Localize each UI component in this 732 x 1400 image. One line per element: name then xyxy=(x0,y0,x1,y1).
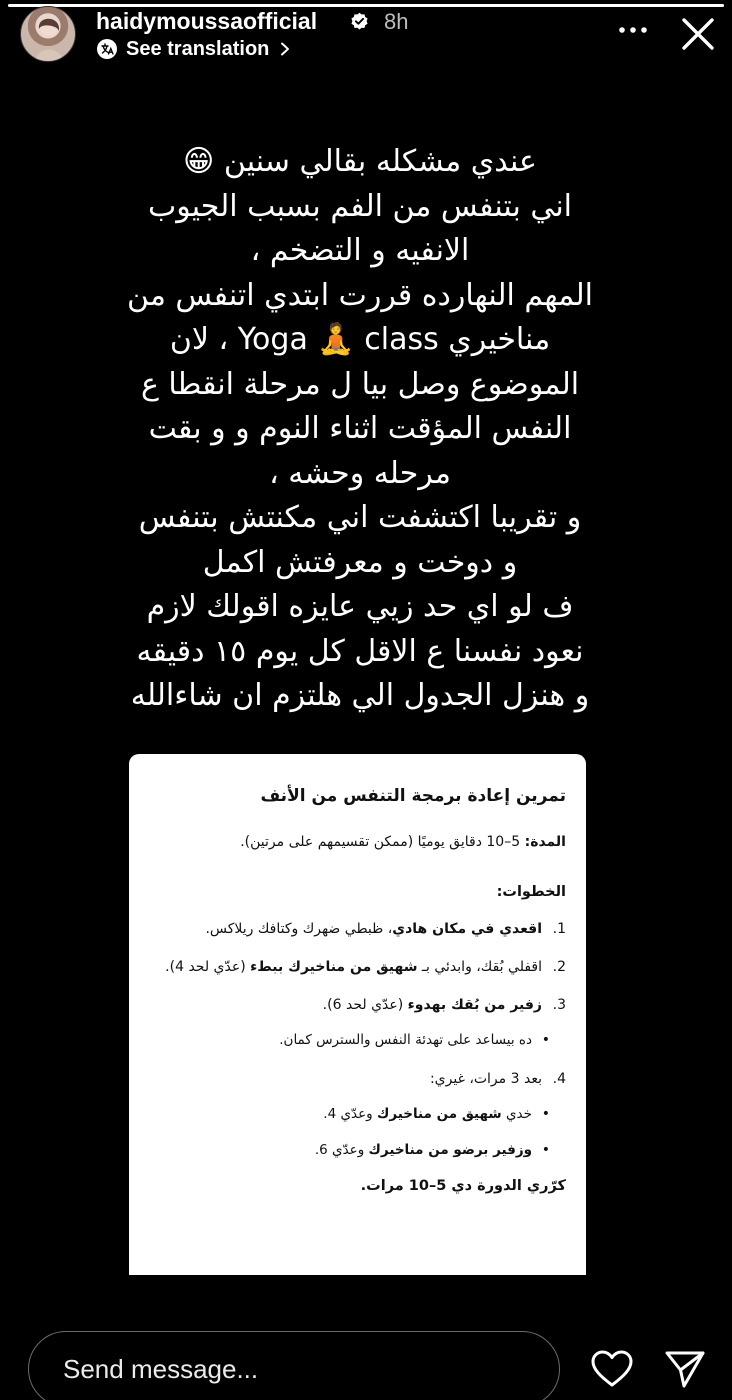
step-text xyxy=(151,918,542,940)
bullet-dot: • xyxy=(541,1032,550,1048)
step-bold-text: اقعدي في مكان هادي xyxy=(392,921,542,937)
bullet-text xyxy=(315,1140,532,1160)
send-message-input[interactable] xyxy=(28,1331,560,1400)
avatar[interactable] xyxy=(20,6,76,62)
step-number: 4. xyxy=(552,1071,566,1087)
step-text xyxy=(151,994,542,1016)
duration-text: 5–10 دقايق يوميًا (ممكن تقسيمهم على مرتين). xyxy=(240,834,525,850)
card-title: تمرين إعادة برمجة التنفس من الأنف xyxy=(260,786,566,806)
step-rest-text: (عدّي لحد 4). xyxy=(165,959,251,975)
story-header xyxy=(20,4,722,64)
bullet-rest-text: وعدّي 4. xyxy=(323,1106,377,1122)
bullet-bold-text: وزفير برضو من مناخيرك xyxy=(368,1142,532,1158)
profile-avatar-icon xyxy=(21,7,76,62)
caption-line: نعود نفسنا ع الاقل كل يوم ١٥ دقيقه xyxy=(136,633,584,669)
caption-line: و تقريبا اكتشفت اني مكنتش بتنفس xyxy=(138,500,582,535)
bullet-dot: • xyxy=(541,1106,550,1122)
caption-line: المهم النهارده قررت ابتدي اتنفس من xyxy=(126,277,593,313)
step-item xyxy=(151,1068,566,1090)
more-options-icon[interactable] xyxy=(615,18,651,42)
step-bold-text: زفير من بُقك بهدوء xyxy=(407,997,542,1013)
bullet-text: ده بيساعد على تهدئة النفس والسترس كمان. xyxy=(279,1032,532,1048)
steps-heading: الخطوات: xyxy=(496,884,566,900)
duration-label: المدة: xyxy=(524,834,566,850)
step-bold-text: شهيق من مناخيرك ببطء xyxy=(250,959,418,975)
caption-line: و هنزل الجدول الي هلتزم ان شاءالله xyxy=(130,678,590,713)
caption-line: الموضوع وصل بيا ل مرحلة انقطا ع xyxy=(140,366,580,402)
bullet-item xyxy=(151,1104,560,1124)
bullet-bold-text: شهيق من مناخيرك xyxy=(376,1106,502,1122)
close-icon[interactable] xyxy=(678,14,718,54)
caption-line: عندي مشكله بقالي سنين 😁 xyxy=(183,144,537,179)
step-number: 3. xyxy=(552,997,566,1013)
see-translation-label: See translation xyxy=(126,37,270,60)
step-item xyxy=(151,956,566,978)
caption-line: و دوخت و معرفتش اكمل xyxy=(202,544,518,580)
breathing-exercise-card xyxy=(129,754,586,1275)
step-item xyxy=(151,918,566,940)
step-item xyxy=(151,994,566,1016)
bullet-rest-text: وعدّي 6. xyxy=(314,1142,369,1158)
caption-line: النفس المؤقت اثناء النوم و و بقت xyxy=(148,411,572,446)
caption-line: الانفيه و التضخم ، xyxy=(250,233,470,268)
caption-line: مرحله وحشه ، xyxy=(269,455,451,491)
repeat-instruction: كرّري الدورة دي 5–10 مرات. xyxy=(360,1178,566,1194)
send-icon[interactable] xyxy=(664,1349,706,1389)
bullet-text xyxy=(323,1104,532,1124)
bullet-item xyxy=(151,1030,560,1050)
bullet-dot: • xyxy=(541,1142,550,1158)
story-caption xyxy=(100,140,620,719)
step-rest-text: ، ظبطي ضهرك وكتافك ريلاكس. xyxy=(205,921,393,937)
caption-line: ف لو اي حد زيي عايزه اقولك لازم xyxy=(146,589,574,624)
reply-bar xyxy=(0,1275,732,1400)
bullet-pre-text: خدي xyxy=(501,1106,532,1122)
heart-icon[interactable] xyxy=(590,1349,634,1389)
card-duration xyxy=(151,834,566,850)
translate-icon xyxy=(96,38,118,60)
caption-line: مناخيري Yoga 🧘 class ، لان xyxy=(169,322,551,357)
chevron-right-icon xyxy=(279,42,291,56)
author-username[interactable]: haidymoussaofficial xyxy=(96,8,318,34)
bullet-item xyxy=(151,1140,560,1160)
see-translation-button[interactable] xyxy=(96,36,291,62)
step-text xyxy=(151,956,542,978)
step-pre-text: اقفلي بُقك، وابدئي بـ xyxy=(417,959,542,975)
caption-line: اني بتنفس من الفم بسبب الجيوب xyxy=(147,188,573,224)
story-timestamp: 8h xyxy=(384,9,409,34)
step-rest-text: (عدّي لحد 6). xyxy=(322,997,408,1013)
verified-badge-icon xyxy=(350,12,369,31)
step-text: بعد 3 مرات، غيري: xyxy=(429,1071,542,1087)
step-number: 1. xyxy=(552,921,566,937)
step-number: 2. xyxy=(552,959,566,975)
